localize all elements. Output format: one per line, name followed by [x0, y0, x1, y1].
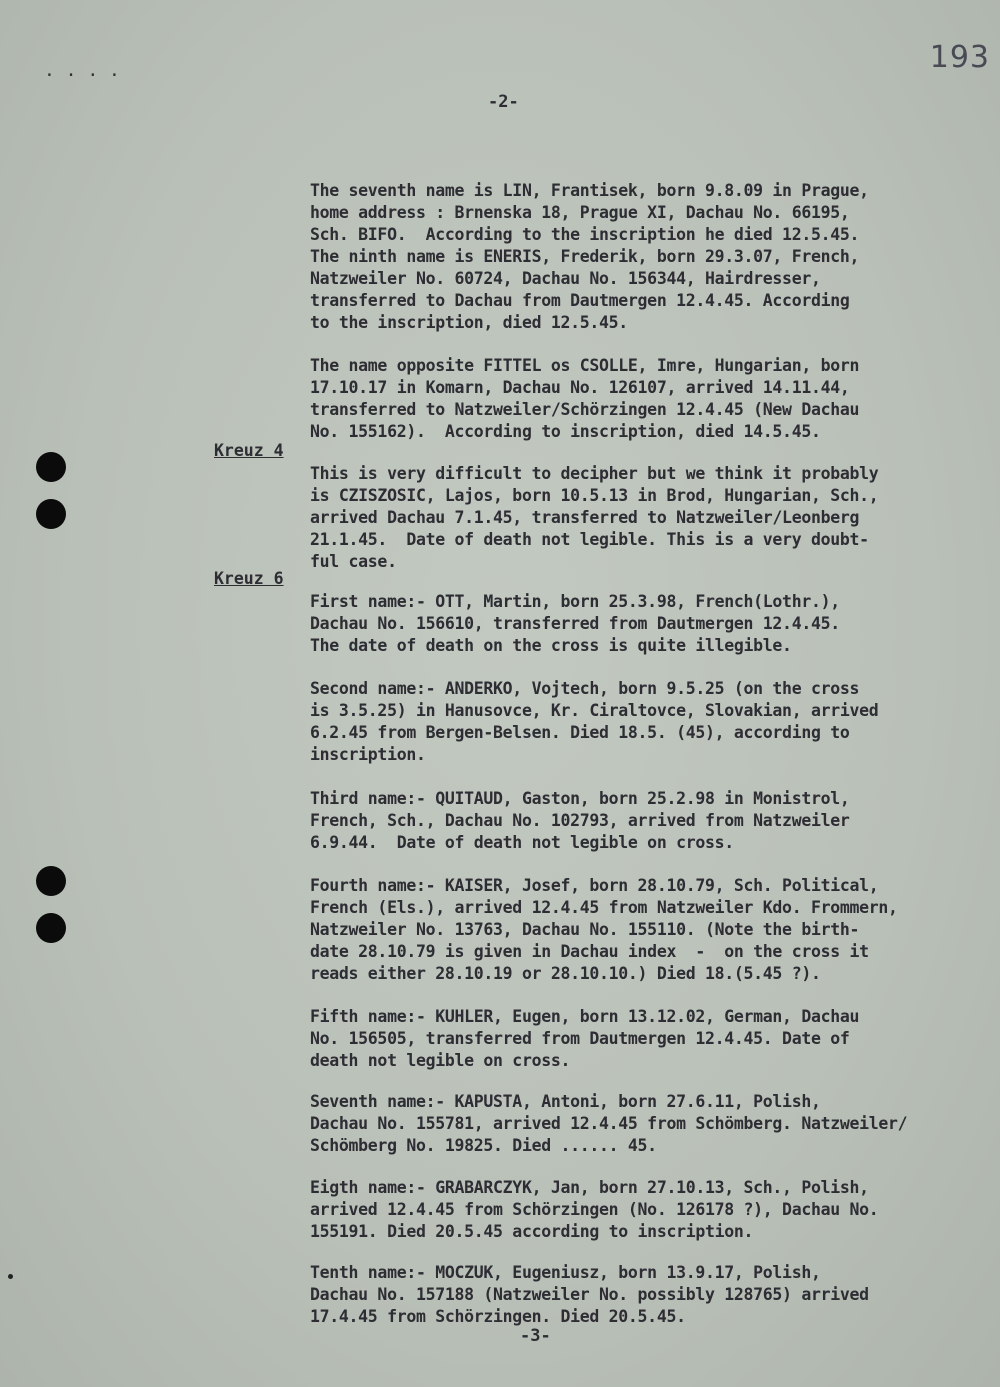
paragraph-opposite-name [310, 333, 950, 443]
text-line: reads either 28.10.19 or 28.10.10.) Died 18.(5.45 ?). [310, 964, 821, 983]
text-line: Natzweiler No. 60724, Dachau No. 156344, Hairdresser, [310, 269, 821, 288]
footer-page-number: -3- [520, 1326, 551, 1346]
punch-hole [36, 499, 66, 529]
handwritten-page-number: 193 [929, 40, 990, 75]
text-line: Second name:- ANDERKO, Vojtech, born 9.5.25 (on the cross [310, 679, 860, 698]
text-line: Sch. BIFO. According to the inscription he died 12.5.45. [310, 225, 860, 244]
text-line: Tenth name:- MOCZUK, Eugeniusz, born 13.9.17, Polish, [310, 1263, 821, 1282]
text-line: Fifth name:- KUHLER, Eugen, born 13.12.02, German, Dachau [310, 1007, 860, 1026]
header-page-number: -2- [488, 92, 519, 112]
text-line: is 3.5.25) in Hanusovce, Kr. Ciraltovce, Slovakian, arrived [310, 701, 879, 720]
text-line: is CZISZOSIC, Lajos, born 10.5.13 in Brod, Hungarian, Sch., [310, 486, 879, 505]
text-line: ful case. [310, 552, 397, 571]
text-line: 17.10.17 in Komarn, Dachau No. 126107, arrived 14.11.44, [310, 378, 850, 397]
paragraph-eighth-name [310, 1155, 950, 1243]
text-line: arrived 12.4.45 from Schörzingen (No. 126178 ?), Dachau No. [310, 1200, 879, 1219]
text-line: Seventh name:- KAPUSTA, Antoni, born 27.6.11, Polish, [310, 1092, 821, 1111]
text-line: 21.1.45. Date of death not legible. This is a very doubt- [310, 530, 869, 549]
paragraph-second-name [310, 656, 950, 766]
text-line: First name:- OTT, Martin, born 25.3.98, French(Lothr.), [310, 592, 840, 611]
text-line: 6.9.44. Date of death not legible on cross. [310, 833, 734, 852]
text-line: Fourth name:- KAISER, Josef, born 28.10.79, Sch. Political, [310, 876, 879, 895]
text-line: date 28.10.79 is given in Dachau index - on the cross it [310, 942, 869, 961]
text-line: French (Els.), arrived 12.4.45 from Natzweiler Kdo. Frommern, [310, 898, 898, 917]
text-line: Natzweiler No. 13763, Dachau No. 155110. (Note the birth- [310, 920, 860, 939]
paragraph-seventh-name [310, 1069, 950, 1157]
text-line: No. 156505, transferred from Dautmergen 12.4.45. Date of [310, 1029, 850, 1048]
text-line: home address : Brnenska 18, Prague XI, Dachau No. 66195, [310, 203, 850, 222]
text-line: Dachau No. 157188 (Natzweiler No. possibly 128765) arrived [310, 1285, 869, 1304]
text-line: The seventh name is LIN, Frantisek, born 9.8.09 in Prague, [310, 181, 869, 200]
paragraph-seventh-ninth-names [310, 158, 950, 334]
paragraph-kreuz-4 [310, 441, 950, 573]
paragraph-fifth-name [310, 984, 950, 1072]
stray-mark [8, 1274, 13, 1279]
paragraph-first-name [310, 569, 950, 657]
punch-hole [36, 866, 66, 896]
text-line: Schömberg No. 19825. Died ...... 45. [310, 1136, 657, 1155]
label-kreuz-4: Kreuz 4 [214, 441, 284, 460]
paragraph-fourth-name [310, 853, 950, 985]
paragraph-tenth-name [310, 1240, 950, 1328]
text-line: French, Sch., Dachau No. 102793, arrived from Natzweiler [310, 811, 850, 830]
text-line: transferred to Natzweiler/Schörzingen 12.4.45 (New Dachau [310, 400, 860, 419]
text-line: The name opposite FITTEL os CSOLLE, Imre, Hungarian, born [310, 356, 860, 375]
text-line: No. 155162). According to inscription, died 14.5.45. [310, 422, 821, 441]
punch-hole [36, 913, 66, 943]
text-line: The ninth name is ENERIS, Frederik, born 29.3.07, French, [310, 247, 860, 266]
text-line: to the inscription, died 12.5.45. [310, 313, 628, 332]
text-line: Third name:- QUITAUD, Gaston, born 25.2.98 in Monistrol, [310, 789, 850, 808]
paragraph-third-name [310, 766, 950, 854]
text-line: transferred to Dachau from Dautmergen 12.4.45. According [310, 291, 850, 310]
punch-hole [36, 452, 66, 482]
text-line: 155191. Died 20.5.45 according to inscription. [310, 1222, 754, 1241]
text-line: arrived Dachau 7.1.45, transferred to Natzweiler/Leonberg [310, 508, 860, 527]
text-line: The date of death on the cross is quite illegible. [310, 636, 792, 655]
text-line: 17.4.45 from Schörzingen. Died 20.5.45. [310, 1307, 686, 1326]
text-line: Dachau No. 155781, arrived 12.4.45 from Schömberg. Natzweiler/ [310, 1114, 908, 1133]
text-line: 6.2.45 from Bergen-Belsen. Died 18.5. (45), according to [310, 723, 850, 742]
label-kreuz-6: Kreuz 6 [214, 569, 284, 588]
text-line: This is very difficult to decipher but we think it probably [310, 464, 879, 483]
text-line: inscription. [310, 745, 426, 764]
corner-marks: . . . . [44, 60, 120, 81]
text-line: Eigth name:- GRABARCZYK, Jan, born 27.10.13, Sch., Polish, [310, 1178, 869, 1197]
text-line: death not legible on cross. [310, 1051, 571, 1070]
text-line: Dachau No. 156610, transferred from Dautmergen 12.4.45. [310, 614, 840, 633]
